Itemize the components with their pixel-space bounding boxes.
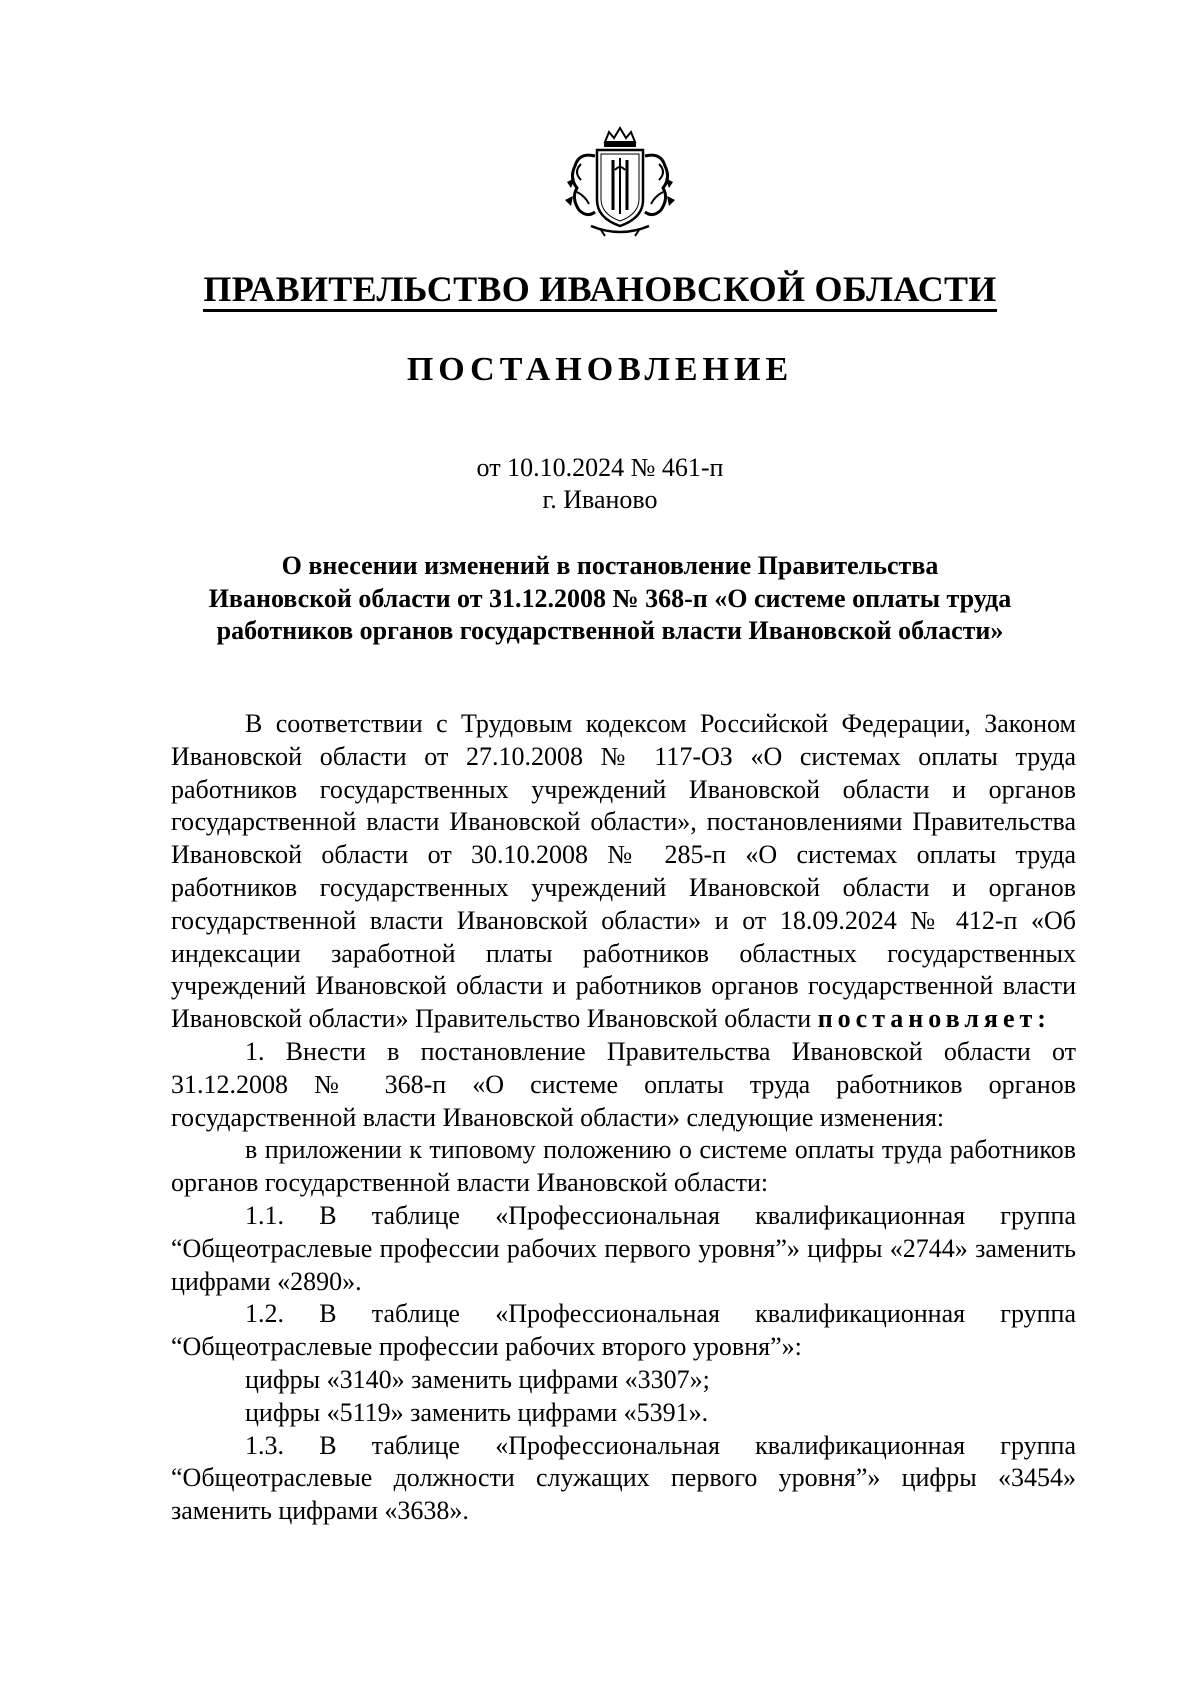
document-body bbox=[171, 708, 1076, 1528]
document-subject bbox=[150, 550, 1070, 648]
document-type: ПОСТАНОВЛЕНИЕ bbox=[406, 351, 794, 388]
coat-of-arms-icon bbox=[557, 126, 683, 238]
item-1-2-a: цифры «3140» заменить цифрами «3307»; bbox=[245, 1364, 710, 1394]
preamble-paragraph bbox=[171, 708, 1076, 1036]
document-date-number: от 10.10.2024 № 461-п bbox=[476, 453, 724, 482]
item-1-3: 1.3. В таблице «Профессиональная квалификационная группа “Общеотраслевые должности служащих первого уровня”» цифры «3454» заменить цифрами «3638». bbox=[171, 1430, 1076, 1526]
appendix-paragraph: в приложении к типовому положению о системе оплаты труда работников органов государственной власти Ивановской области: bbox=[171, 1135, 1076, 1198]
government-title-text: ПРАВИТЕЛЬСТВО ИВАНОВСКОЙ ОБЛАСТИ bbox=[203, 270, 996, 312]
item-1-1: 1.1. В таблице «Профессиональная квалификационная группа “Общеотраслевые профессии рабочих первого уровня”» цифры «2744» заменить цифрами «2890». bbox=[171, 1200, 1076, 1296]
subject-line-3: работников органов государственной власти Ивановской области» bbox=[216, 616, 1004, 645]
subject-line-1: О внесении изменений в постановление Правительства bbox=[281, 551, 939, 580]
document-city: г. Иваново bbox=[542, 485, 658, 514]
government-title bbox=[0, 267, 1200, 312]
resolves-word: постановляет: bbox=[817, 1004, 1051, 1034]
preamble-text: В соответствии с Трудовым кодексом Российской Федерации, Законом Ивановской области от 27.10.2008 № 117-ОЗ «О системах оплаты труда работников государственных учреждений Ивановской области и органов государственной власти Ивановской области», постановлениями Правительства Ивановской области от 30.10.2008 № 285-п «О системах оплаты труда работников государственных учреждений Ивановской области и органов государственной власти Ивановской области» и от 18.09.2024 № 412-п «Об индексации заработной платы работников областных государственных учреждений Ивановской области и работников органов государственной власти Ивановской области» Правительство Ивановской области bbox=[171, 709, 1076, 1034]
item-1-2-b: цифры «5119» заменить цифрами «5391». bbox=[245, 1397, 709, 1427]
item-1-2: 1.2. В таблице «Профессиональная квалификационная группа “Общеотраслевые профессии рабочих второго уровня”»: bbox=[171, 1299, 1076, 1362]
item-1: 1. Внести в постановление Правительства Ивановской области от 31.12.2008 № 368-п «О системе оплаты труда работников органов государственной власти Ивановской области» следующие изменения: bbox=[171, 1036, 1076, 1132]
subject-line-2: Ивановской области от 31.12.2008 № 368-п «О системе оплаты труда bbox=[208, 583, 1012, 613]
